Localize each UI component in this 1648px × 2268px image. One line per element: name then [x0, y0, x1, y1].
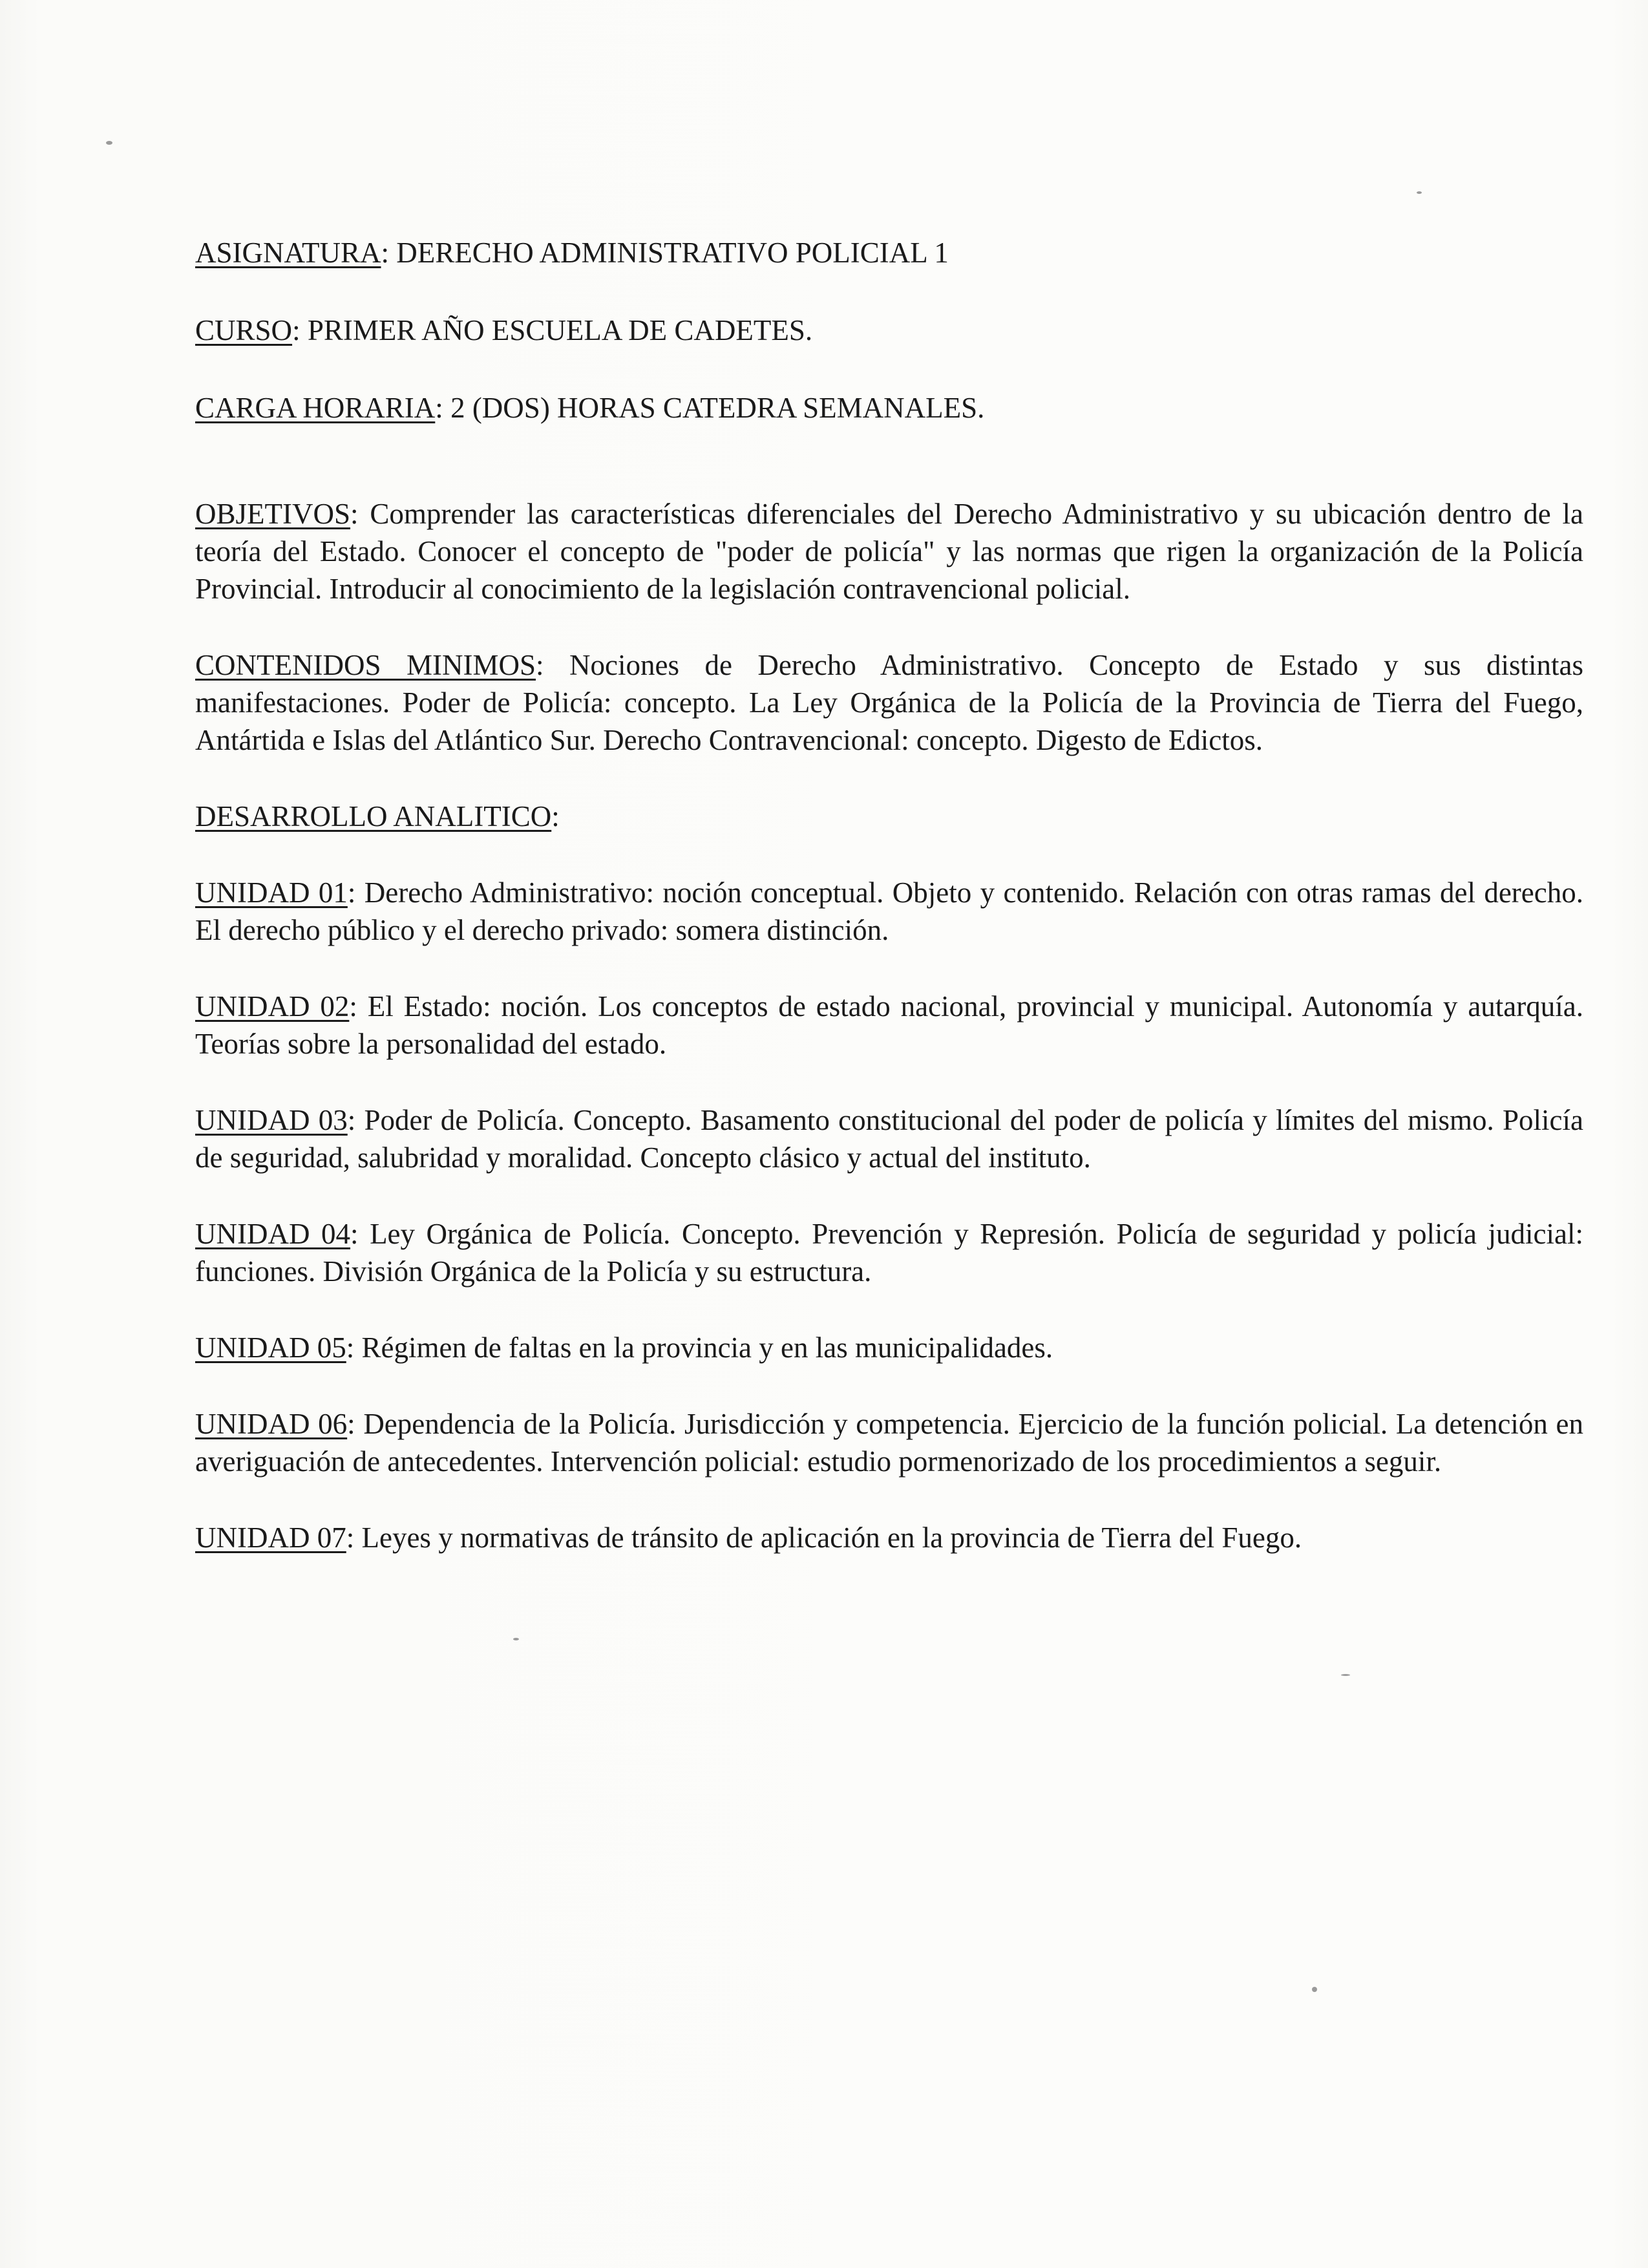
unidad-07-text: Leyes y normativas de tránsito de aplicación en la provincia de Tierra del Fuego. [361, 1521, 1302, 1554]
unidad-07-paragraph: UNIDAD 07: Leyes y normativas de tránsito de aplicación en la provincia de Tierra del Fuego. [195, 1521, 1302, 1554]
unidad-06-label: UNIDAD 06 [195, 1408, 348, 1440]
objetivos-label: OBJETIVOS [195, 498, 351, 530]
scan-speck [106, 141, 112, 145]
contenidos-minimos-label: CONTENIDOS MINIMOS [195, 649, 536, 681]
unidad-05-paragraph: UNIDAD 05: Régimen de faltas en la provincia y en las municipalidades. [195, 1331, 1053, 1364]
asignatura-label: ASIGNATURA [195, 237, 381, 269]
unidad-01-paragraph: UNIDAD 01: Derecho Administrativo: noción conceptual. Objeto y contenido. Relación con otras ramas del derecho. El derecho público y el derecho privado: somera distinción. [195, 876, 1583, 946]
carga-horaria-value: 2 (DOS) HORAS CATEDRA SEMANALES. [450, 392, 985, 424]
contenidos-minimos-text: Nociones de Derecho Administrativo. Concepto de Estado y sus distintas manifestaciones. Poder de Policía: concepto. La Ley Orgánica de la Policía de la Provincia de Tierra del Fuego, Antártida e Islas del Atlántico Sur. Derecho Contravencional: concepto. Digesto de Edictos. [195, 649, 1583, 756]
carga-horaria-line: CARGA HORARIA: 2 (DOS) HORAS CATEDRA SEMANALES. [195, 392, 985, 424]
unidad-03-paragraph: UNIDAD 03: Poder de Policía. Concepto. Basamento constitucional del poder de policía y límites del mismo. Policía de seguridad, salubridad y moralidad. Concepto clásico y actual del instituto. [195, 1104, 1583, 1174]
scan-speck [1417, 191, 1422, 194]
objetivos-paragraph: OBJETIVOS: Comprender las características diferenciales del Derecho Administrativo y su ubicación dentro de la teoría del Estado. Conocer el concepto de "poder de policía" y las normas que rigen la organización de la Policía Provincial. Introducir al conocimiento de la legislación contravencional policial. [195, 498, 1583, 605]
desarrollo-analitico-label: DESARROLLO ANALITICO [195, 800, 552, 832]
curso-label: CURSO [195, 314, 293, 346]
objetivos-text: Comprender las características diferenciales del Derecho Administrativo y su ubicación dentro de la teoría del Estado. Conocer el concepto de "poder de policía" y las normas que rigen la organización de la Policía Provincial. Introducir al conocimiento de la legislación contravencional policial. [195, 498, 1583, 605]
scan-speck [1341, 1674, 1350, 1676]
unidad-05-label: UNIDAD 05 [195, 1331, 346, 1364]
desarrollo-analitico-heading: DESARROLLO ANALITICO: [195, 800, 560, 832]
curso-line: CURSO: PRIMER AÑO ESCUELA DE CADETES. [195, 314, 813, 346]
unidad-04-label: UNIDAD 04 [195, 1218, 351, 1250]
unidad-06-paragraph: UNIDAD 06: Dependencia de la Policía. Jurisdicción y competencia. Ejercicio de la función policial. La detención en averiguación de antecedentes. Intervención policial: estudio pormenorizado de los procedimientos a seguir. [195, 1408, 1583, 1478]
unidad-04-paragraph: UNIDAD 04: Ley Orgánica de Policía. Concepto. Prevención y Represión. Policía de seguridad y policía judicial: funciones. División Orgánica de la Policía y su estructura. [195, 1218, 1583, 1288]
unidad-05-text: Régimen de faltas en la provincia y en las municipalidades. [361, 1331, 1053, 1364]
unidad-01-text: Derecho Administrativo: noción conceptual. Objeto y contenido. Relación con otras ramas del derecho. El derecho público y el derecho privado: somera distinción. [195, 876, 1583, 946]
scan-speck [1312, 1987, 1317, 1992]
unidad-02-paragraph: UNIDAD 02: El Estado: noción. Los conceptos de estado nacional, provincial y municipal. Autonomía y autarquía. Teorías sobre la personalidad del estado. [195, 990, 1583, 1060]
unidad-07-label: UNIDAD 07 [195, 1521, 346, 1554]
document-body [195, 234, 1583, 1595]
unidad-02-label: UNIDAD 02 [195, 990, 350, 1023]
unidad-01-label: UNIDAD 01 [195, 876, 348, 909]
unidad-03-text: Poder de Policía. Concepto. Basamento constitucional del poder de policía y límites del mismo. Policía de seguridad, salubridad y moralidad. Concepto clásico y actual del instituto. [195, 1104, 1583, 1174]
asignatura-value: DERECHO ADMINISTRATIVO POLICIAL 1 [396, 237, 949, 269]
curso-value: PRIMER AÑO ESCUELA DE CADETES. [307, 314, 813, 346]
unidad-04-text: Ley Orgánica de Policía. Concepto. Prevención y Represión. Policía de seguridad y policía judicial: funciones. División Orgánica de la Policía y su estructura. [195, 1218, 1583, 1288]
unidad-06-text: Dependencia de la Policía. Jurisdicción y competencia. Ejercicio de la función policial. La detención en averiguación de antecedentes. Intervención policial: estudio pormenorizado de los procedimientos a seguir. [195, 1408, 1583, 1478]
scan-speck [513, 1638, 519, 1640]
unidad-02-text: El Estado: noción. Los conceptos de estado nacional, provincial y municipal. Autonomía y autarquía. Teorías sobre la personalidad del estado. [195, 990, 1583, 1060]
unidad-03-label: UNIDAD 03 [195, 1104, 348, 1136]
carga-horaria-label: CARGA HORARIA [195, 392, 436, 424]
contenidos-minimos-paragraph: CONTENIDOS MINIMOS: Nociones de Derecho Administrativo. Concepto de Estado y sus distintas manifestaciones. Poder de Policía: concepto. La Ley Orgánica de la Policía de la Provincia de Tierra del Fuego, Antártida e Islas del Atlántico Sur. Derecho Contravencional: concepto. Digesto de Edictos. [195, 649, 1583, 756]
asignatura-line: ASIGNATURA: DERECHO ADMINISTRATIVO POLICIAL 1 [195, 237, 949, 269]
